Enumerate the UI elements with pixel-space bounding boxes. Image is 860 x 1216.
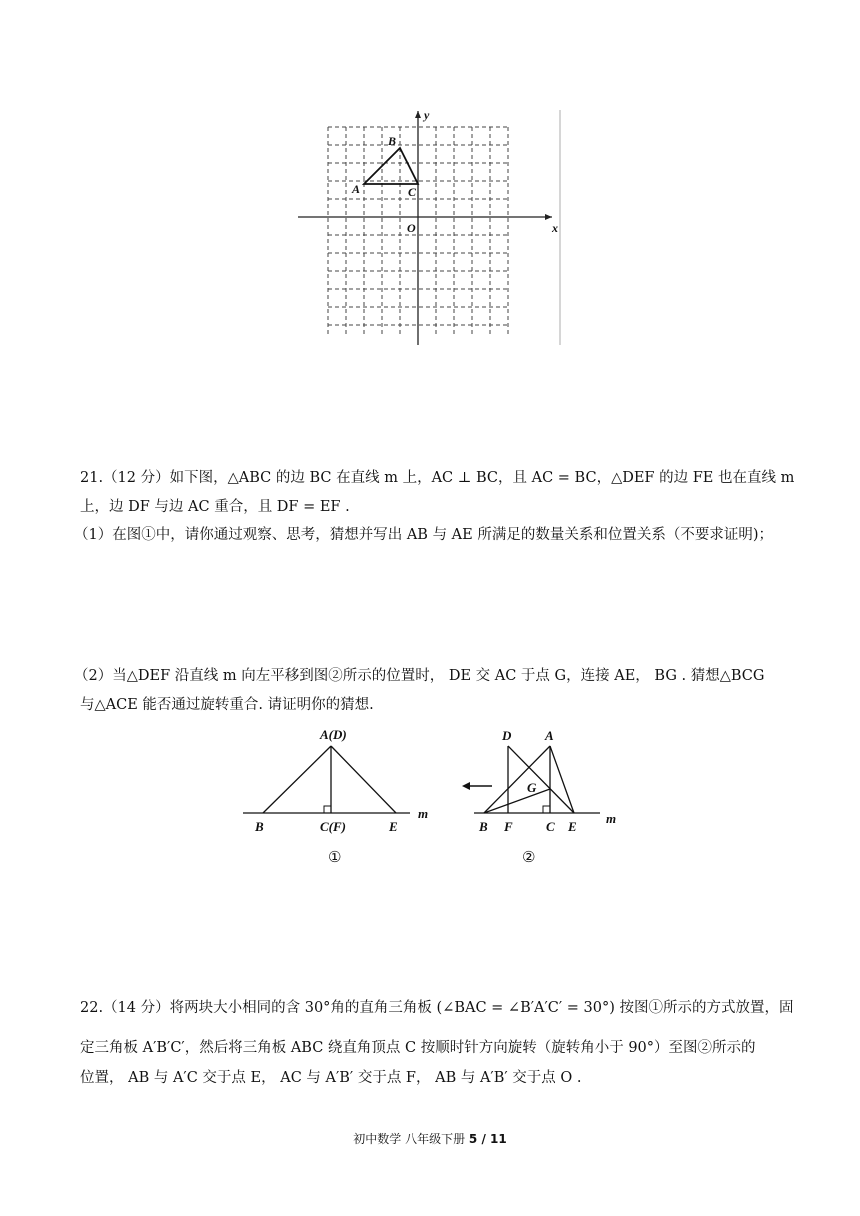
label-x: x <box>552 221 558 235</box>
label-c-f: C(F) <box>320 819 346 834</box>
coordinate-grid-figure <box>290 105 570 350</box>
caption-2: ② <box>522 848 536 866</box>
label-e: E <box>568 819 577 834</box>
label-c: C <box>408 185 417 199</box>
q21-part1: （1）在图①中，请你通过观察、思考，猜想并写出 AB 与 AE 所满足的数量关系和位置关系（不要求证明)； <box>74 527 773 543</box>
figure-1 <box>238 722 448 872</box>
label-b: B <box>388 134 397 148</box>
label-a: A <box>352 182 361 196</box>
label-g: G <box>527 780 537 795</box>
right-angle-mark <box>324 806 331 813</box>
figure-2 <box>458 722 638 872</box>
q21-line1: 21.（12 分）如下图，△ABC 的边 BC 在直线 m 上，AC ⊥ BC，且 AC = BC，△DEF 的边 FE 也在直线 m <box>80 470 795 486</box>
label-origin: O <box>407 221 416 235</box>
segment-ae <box>331 746 396 813</box>
q22-line1: 22.（14 分）将两块大小相同的含 30°角的直角三角板 (∠BAC = ∠B′A′C′ = 30°) 按图①所示的方式放置，固 <box>80 1000 794 1016</box>
q21-part2-line1: （2）当△DEF 沿直线 m 向左平移到图②所示的位置时， DE 交 AC 于点 G，连接 AE， BG . 猜想△BCG <box>74 668 765 684</box>
x-axis-arrow <box>545 214 552 220</box>
right-angle-mark <box>543 806 550 813</box>
label-y: y <box>424 108 430 122</box>
label-a: A <box>545 728 554 743</box>
y-axis-arrow <box>415 111 421 118</box>
triangle-abc <box>364 148 418 184</box>
caption-1: ① <box>328 848 342 866</box>
q22-line2: 定三角板 A′B′C′，然后将三角板 ABC 绕直角顶点 C 按顺时针方向旋转（旋转角小于 90°）至图②所示的 <box>80 1040 756 1056</box>
footer-text: 初中数学 八年级下册 <box>353 1132 469 1146</box>
label-e: E <box>389 819 398 834</box>
q21-line2: 上，边 DF 与边 AC 重合，且 DF = EF . <box>80 499 350 515</box>
q22-line3: 位置， AB 与 A′C 交于点 E， AC 与 A′B′ 交于点 F， AB 与 A′B′ 交于点 O . <box>80 1070 582 1086</box>
q21-part2-line2: 与△ACE 能否通过旋转重合. 请证明你的猜想. <box>80 697 374 713</box>
segment-ab <box>263 746 331 813</box>
label-f: F <box>504 819 513 834</box>
segment-ae <box>550 746 574 813</box>
label-c: C <box>546 819 555 834</box>
label-a-d: A(D) <box>320 727 347 742</box>
page-footer <box>0 1130 860 1147</box>
page-number: 5 / 11 <box>468 1132 507 1146</box>
label-b: B <box>255 819 264 834</box>
label-b: B <box>479 819 488 834</box>
label-d: D <box>502 728 512 743</box>
left-arrow-icon <box>462 782 470 790</box>
segment-bg <box>484 789 550 813</box>
label-m: m <box>418 806 429 821</box>
label-m: m <box>606 811 617 826</box>
